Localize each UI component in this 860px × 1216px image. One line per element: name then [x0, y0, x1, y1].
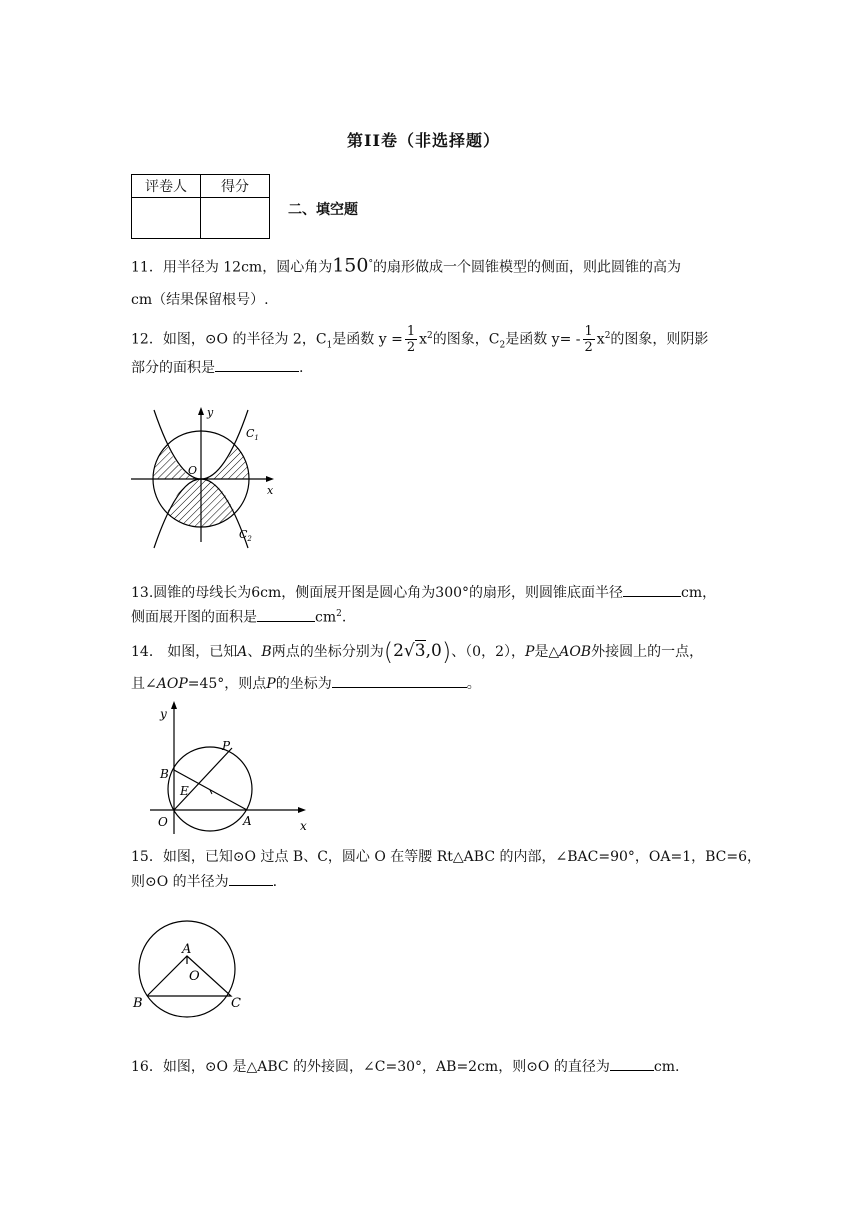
- question-13-line-2: 侧面展开图的面积是 $cm^2$.: [131, 604, 346, 628]
- answer-blank-15[interactable]: [229, 871, 273, 886]
- fig14-x-label: x: [300, 819, 307, 833]
- answer-blank-12[interactable]: [215, 357, 299, 372]
- question-15-line-2: 则⊙O 的半径为 .: [131, 871, 277, 892]
- page-title: 第II卷（非选择题）: [347, 131, 500, 150]
- score-table: [131, 174, 270, 239]
- fig14-point-p: P: [222, 739, 231, 753]
- fig12-y-label: y: [207, 406, 214, 419]
- fig14-origin-label: O: [158, 815, 168, 829]
- fig12-c2-label: $C_2$: [239, 528, 252, 543]
- score-cell[interactable]: [201, 198, 270, 239]
- answer-blank-13b[interactable]: [257, 607, 315, 622]
- question-16-line-1: 16．如图，⊙O 是△ABC 的外接圆，∠C=30°，AB=2cm，则⊙O 的直径为 cm.: [131, 1056, 679, 1077]
- score-table-col-score: 得分: [201, 175, 270, 198]
- figure-12: [128, 402, 288, 552]
- fraction-half-2: $\frac{1}{2}$: [584, 324, 593, 356]
- circle-o-15: [139, 921, 235, 1017]
- question-13-line-1: 13.圆锥的母线长为6cm，侧面展开图是圆心角为300°的扇形，则圆锥底面半径 cm，: [131, 582, 716, 603]
- question-14-line-2: 且∠AOP=45°，则点P的坐标为 。: [131, 673, 481, 694]
- answer-blank-13a[interactable]: [623, 582, 681, 597]
- fig15-point-o: O: [189, 969, 200, 984]
- fig12-c1-label: $C_1$: [246, 427, 259, 442]
- fig15-point-a: A: [182, 942, 192, 957]
- fig14-point-a: A: [243, 814, 252, 828]
- fig12-x-label: x: [267, 484, 274, 497]
- answer-blank-14[interactable]: [332, 673, 467, 688]
- question-11-line-2: cm（结果保留根号）.: [131, 292, 269, 308]
- answer-blank-16[interactable]: [610, 1056, 654, 1071]
- question-11-line-1: 11．用半径为 12cm，圆心角为150°的扇形做成一个圆锥模型的侧面，则此圆锥的高为: [131, 254, 681, 277]
- fig14-point-e: E: [180, 784, 189, 798]
- fig14-y-label: y: [160, 707, 167, 721]
- question-12-line-2: 部分的面积是 .: [131, 357, 303, 378]
- fig12-origin-label: O: [188, 464, 198, 477]
- score-table-col-grader: 评卷人: [132, 175, 201, 198]
- fig15-point-b: B: [133, 996, 143, 1011]
- question-12-line-1: 12．如图，⊙O 的半径为 2，$C_1$是函数 y = $\frac{1}{2}$ $x^2$的图象，$C_2$是函数 y= - $\frac{1}{2}$ $x^2$的图象，则阴影: [131, 324, 709, 356]
- section-heading: 二、填空题: [288, 202, 358, 218]
- figure-14: [150, 698, 320, 838]
- question-14-line-1: 14． 如图，已知A、B两点的坐标分别为(2√3,0)、（0，2），P是△AOB外接圆上的一点，: [131, 638, 704, 666]
- fraction-half: $\frac{1}{2}$: [406, 324, 416, 356]
- fig14-point-b: B: [160, 767, 169, 781]
- question-15-line-1: 15．如图，已知⊙O 过点 B、C，圆心 O 在等腰 Rt△ABC 的内部，∠BAC=90°，OA=1，BC=6，: [131, 849, 762, 865]
- grader-cell[interactable]: [132, 198, 201, 239]
- figure-15: [128, 918, 258, 1018]
- fig15-point-c: C: [231, 996, 241, 1011]
